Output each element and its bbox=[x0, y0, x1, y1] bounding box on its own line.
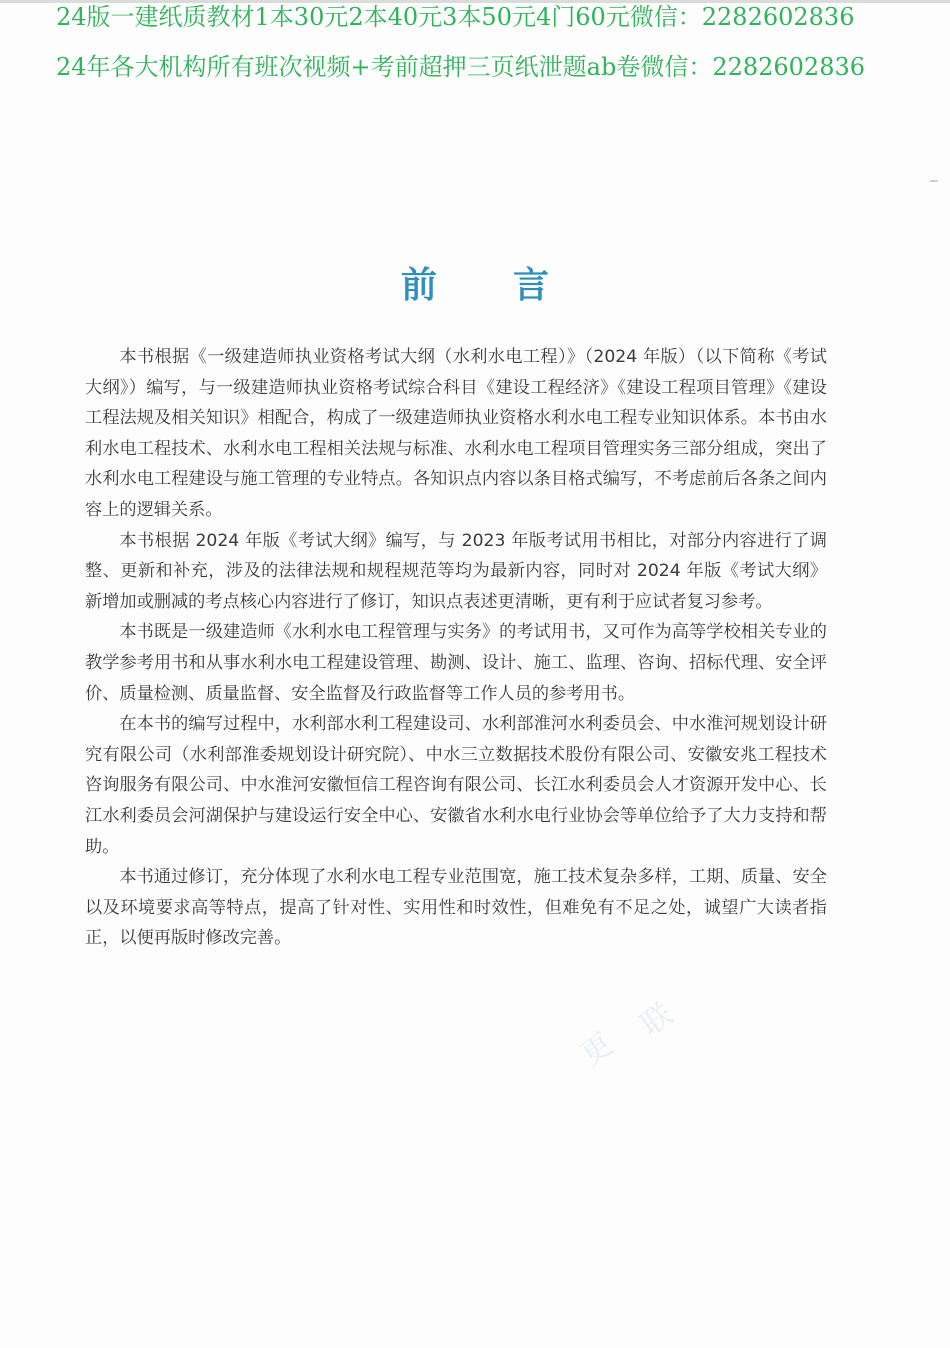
paragraph-5: 本书通过修订，充分体现了水利水电工程专业范围宽，施工技术复杂多样，工期、质量、安全以及环境要求高等特点，提高了针对性、实用性和时效性，但难免有不足之处，诚望广大读者指正，以便再版时修改完善。 bbox=[85, 867, 827, 949]
ad-banner-line-1: 24版一建纸质教材1本30元2本40元3本50元4门60元微信：2282602836 bbox=[56, 3, 855, 31]
scan-mark bbox=[930, 180, 938, 182]
watermark-char-1: 更 bbox=[574, 1026, 620, 1073]
ad-banner-line-2: 24年各大机构所有班次视频+考前超押三页纸泄题ab卷微信：2282602836 bbox=[56, 53, 866, 81]
paragraph-3: 本书既是一级建造师《水利水电工程管理与实务》的考试用书，又可作为高等学校相关专业的教学参考用书和从事水利水电工程建设管理、勘测、设计、施工、监理、咨询、招标代理、安全评价、质量检测、质量监督、安全监督及行政监督等工作人员的参考用书。 bbox=[85, 622, 827, 704]
paragraph-2: 本书根据 2024 年版《考试大纲》编写，与 2023 年版考试用书相比，对部分内容进行了调整、更新和补充，涉及的法律法规和规程规范等均为最新内容，同时对 2024 年版《考试大纲》新增加或删减的考点核心内容进行了修订，知识点表述更清晰，更有利于应试者复习参考。 bbox=[85, 530, 827, 612]
watermark-char-2: 联 bbox=[634, 996, 680, 1043]
preface-body bbox=[85, 342, 827, 954]
paragraph-1: 本书根据《一级建造师执业资格考试大纲（水利水电工程）》（2024 年版）（以下简称《考试大纲》）编写，与一级建造师执业资格考试综合科目《建设工程经济》《建设工程项目管理》《建设工程法规及相关知识》相配合，构成了一级建造师执业资格水利水电工程专业知识体系。本书由水利水电工程技术、水利水电工程相关法规与标准、水利水电工程项目管理实务三部分组成，突出了水利水电工程建设与施工管理的专业特点。各知识点内容以条目格式编写，不考虑前后各条之间内容上的逻辑关系。 bbox=[85, 347, 827, 520]
paragraph-4: 在本书的编写过程中，水利部水利工程建设司、水利部淮河水利委员会、中水淮河规划设计研究有限公司（水利部淮委规划设计研究院）、中水三立数据技术股份有限公司、安徽安兆工程技术咨询服务有限公司、中水淮河安徽恒信工程咨询有限公司、长江水利委员会人才资源开发中心、长江水利委员会河湖保护与建设运行安全中心、安徽省水利水电行业协会等单位给予了大力支持和帮助。 bbox=[85, 714, 827, 857]
page-title: 前言 bbox=[400, 265, 625, 307]
